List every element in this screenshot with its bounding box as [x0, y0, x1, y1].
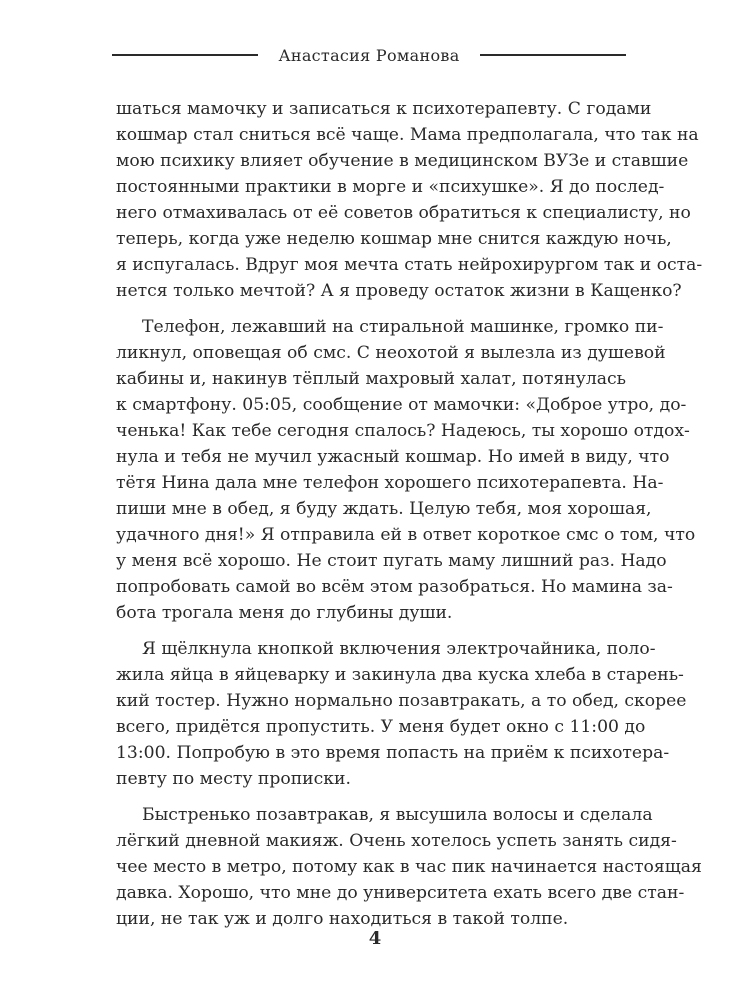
paragraph-gap: [116, 792, 626, 802]
text-line: ции, не так уж и долго находиться в такой толпе.: [116, 909, 569, 929]
paragraph: [116, 314, 696, 626]
page-number: 4: [368, 928, 382, 949]
text-line: мою психику влияет обучение в медицинском ВУЗе и ставшие: [116, 151, 689, 171]
text-line: Быстренько позавтракав, я высушила волосы и сделала: [142, 805, 653, 825]
text-line: него отмахивалась от её советов обратиться к специалисту, но: [116, 203, 691, 223]
text-line: давка. Хорошо, что мне до университета ехать всего две стан-: [116, 883, 685, 903]
header-rule-left: [112, 54, 258, 56]
text-line: нула и тебя не мучил ужасный кошмар. Но имей в виду, что: [116, 447, 670, 467]
text-line: попробовать самой во всём этом разобраться. Но мамина за-: [116, 577, 673, 597]
text-line: постоянными практики в морге и «психушке». Я до послед-: [116, 177, 665, 197]
text-line: жила яйца в яйцеварку и закинула два куска хлеба в старень-: [116, 665, 684, 685]
paragraph-gap: [116, 304, 626, 314]
text-line: к смартфону. 05:05, сообщение от мамочки: «Доброе утро, до-: [116, 395, 687, 415]
text-line: бота трогала меня до глубины души.: [116, 603, 453, 623]
header-author: Анастасия Романова: [278, 45, 460, 65]
text-line: я испугалась. Вдруг моя мечта стать нейрохирургом так и оста-: [116, 255, 703, 275]
text-line: тётя Нина дала мне телефон хорошего психотерапевта. На-: [116, 473, 664, 493]
paragraph: [116, 802, 702, 932]
paragraph: [116, 636, 687, 792]
text-line: нется только мечтой? А я проведу остаток жизни в Кащенко?: [116, 281, 682, 301]
text-line: пиши мне в обед, я буду ждать. Целую тебя, моя хорошая,: [116, 499, 652, 519]
text-line: шаться мамочку и записаться к психотерапевту. С годами: [116, 99, 652, 119]
text-line: теперь, когда уже неделю кошмар мне снится каждую ночь,: [116, 229, 672, 249]
text-line: у меня всё хорошо. Не стоит пугать маму лишний раз. Надо: [116, 551, 667, 571]
text-line: чее место в метро, потому как в час пик начинается настоящая: [116, 857, 702, 877]
running-header: [112, 40, 626, 70]
header-rule-right: [480, 54, 626, 56]
text-line: ликнул, оповещая об смс. С неохотой я вылезла из душевой: [116, 343, 666, 363]
text-line: лёгкий дневной макияж. Очень хотелось успеть занять сидя-: [116, 831, 677, 851]
paragraph: [116, 96, 703, 304]
text-line: 13:00. Попробую в это время попасть на приём к психотера-: [116, 743, 670, 763]
paragraph-gap: [116, 626, 626, 636]
text-line: кий тостер. Нужно нормально позавтракать, а то обед, скорее: [116, 691, 687, 711]
text-line: кабины и, накинув тёплый махровый халат, потянулась: [116, 369, 626, 389]
text-line: всего, придётся пропустить. У меня будет окно с 11:00 до: [116, 717, 646, 737]
text-line: Телефон, лежавший на стиральной машинке, громко пи-: [142, 317, 664, 337]
body-text: [116, 96, 703, 932]
text-line: Я щёлкнула кнопкой включения электрочайника, поло-: [142, 639, 656, 659]
text-line: удачного дня!» Я отправила ей в ответ короткое смс о том, что: [116, 525, 696, 545]
text-line: ченька! Как тебе сегодня спалось? Надеюсь, ты хорошо отдох-: [116, 421, 690, 441]
text-line: певту по месту прописки.: [116, 769, 351, 789]
text-line: кошмар стал сниться всё чаще. Мама предполагала, что так на: [116, 125, 699, 145]
